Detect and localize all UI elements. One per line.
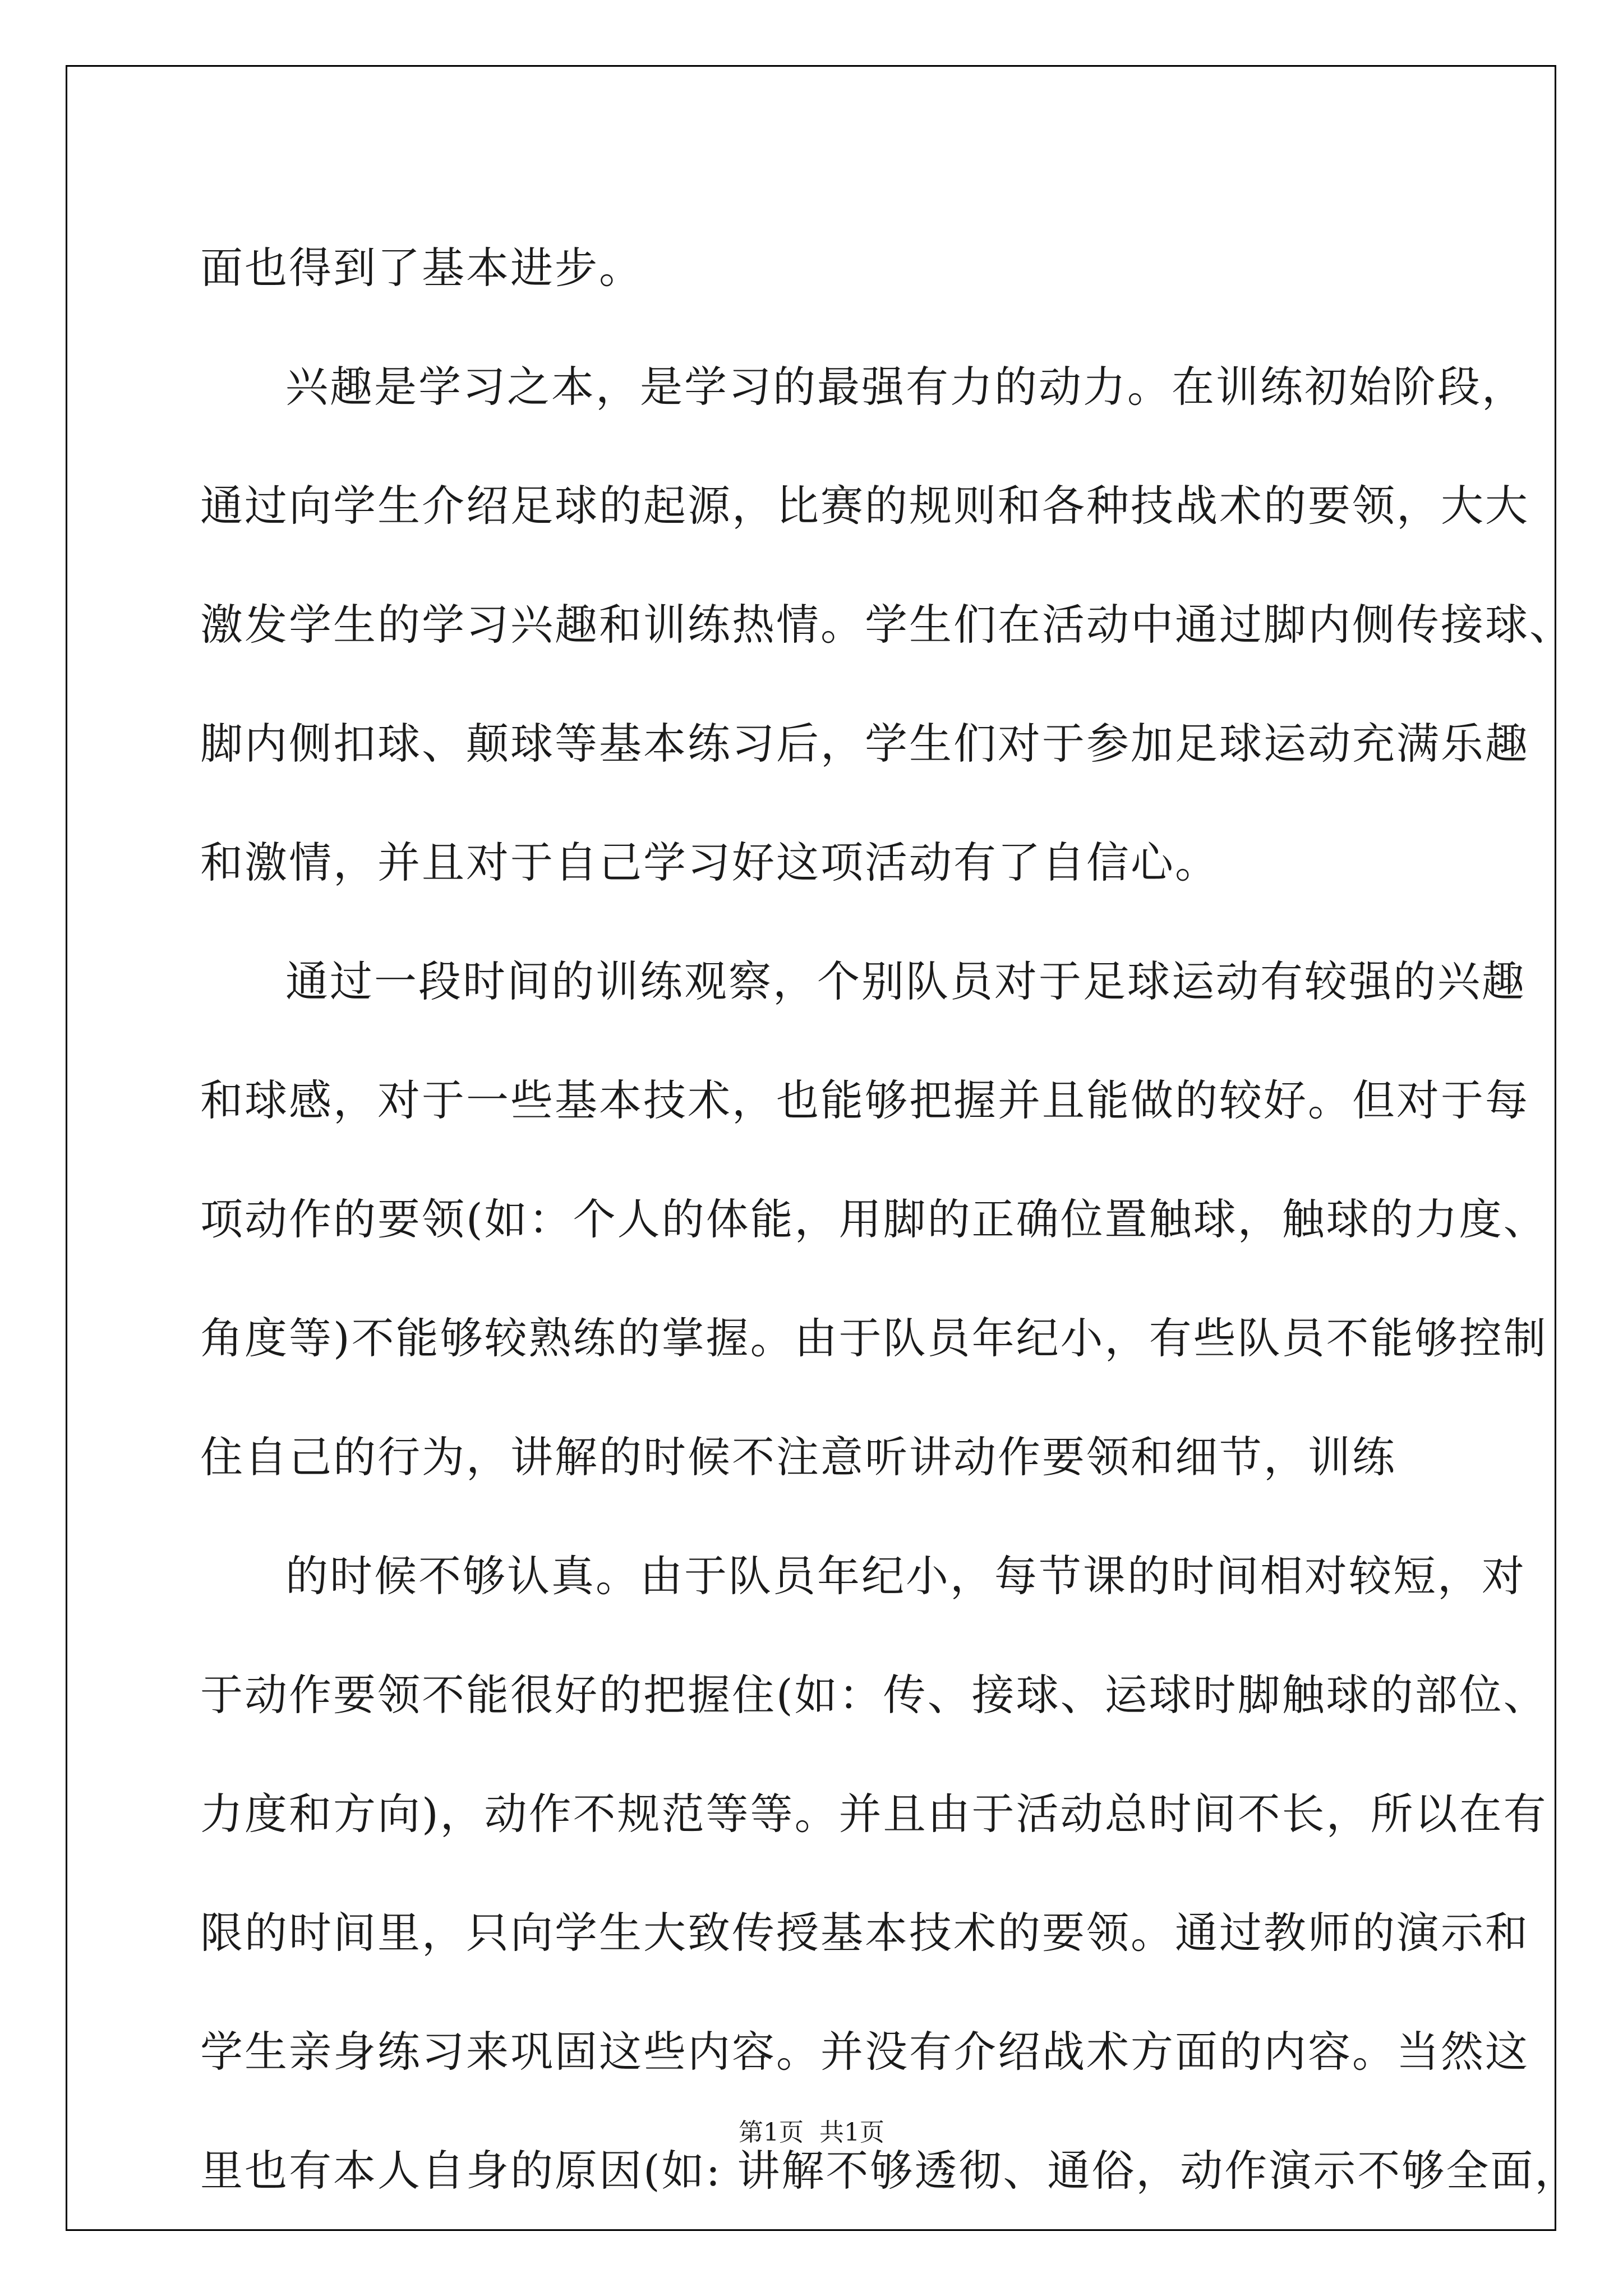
text-line: 住自己的行为，讲解的时候不注意听讲动作要领和细节，训练 xyxy=(200,1432,1396,1482)
text-line: 和激情，并且对于自己学习好这项活动有了自信心。 xyxy=(200,838,1219,887)
page-footer: 第1页 共1页 xyxy=(739,2118,884,2147)
text-line: 通过一段时间的训练观察，个别队员对于足球运动有较强的兴趣 xyxy=(285,956,1526,1006)
document-body xyxy=(200,209,1579,2230)
text-line: 和球感，对于一些基本技术，也能够把握并且能做的较好。但对于每 xyxy=(200,1075,1529,1125)
text-line: 的时候不够认真。由于队员年纪小，每节课的时间相对较短，对 xyxy=(285,1551,1526,1601)
text-line: 角度等)不能够较熟练的掌握。由于队员年纪小，有些队员不能够控制 xyxy=(200,1313,1548,1363)
text-line: 激发学生的学习兴趣和训练热情。学生们在活动中通过脚内侧传接球、 xyxy=(200,600,1574,650)
text-line: 面也得到了基本进步。 xyxy=(200,243,643,293)
text-line: 于动作要领不能很好的把握住(如：传、接球、运球时脚触球的部位、 xyxy=(200,1670,1548,1720)
text-line: 项动作的要领(如：个人的体能，用脚的正确位置触球，触球的力度、 xyxy=(200,1194,1548,1244)
text-line: 学生亲身练习来巩固这些内容。并没有介绍战术方面的内容。当然这 xyxy=(200,2027,1529,2077)
text-line: 里也有本人自身的原因(如: 讲解不够透彻、通俗，动作演示不够全面， xyxy=(200,2146,1579,2196)
text-line: 脚内侧扣球、颠球等基本练习后，学生们对于参加足球运动充满乐趣 xyxy=(200,719,1529,769)
text-line: 限的时间里，只向学生大致传授基本技术的要领。通过教师的演示和 xyxy=(200,1908,1529,1958)
text-line: 兴趣是学习之本，是学习的最强有力的动力。在训练初始阶段， xyxy=(285,362,1526,412)
text-line: 力度和方向)，动作不规范等等。并且由于活动总时间不长，所以在有 xyxy=(200,1789,1548,1839)
text-line: 通过向学生介绍足球的起源，比赛的规则和各种技战术的要领，大大 xyxy=(200,481,1529,531)
